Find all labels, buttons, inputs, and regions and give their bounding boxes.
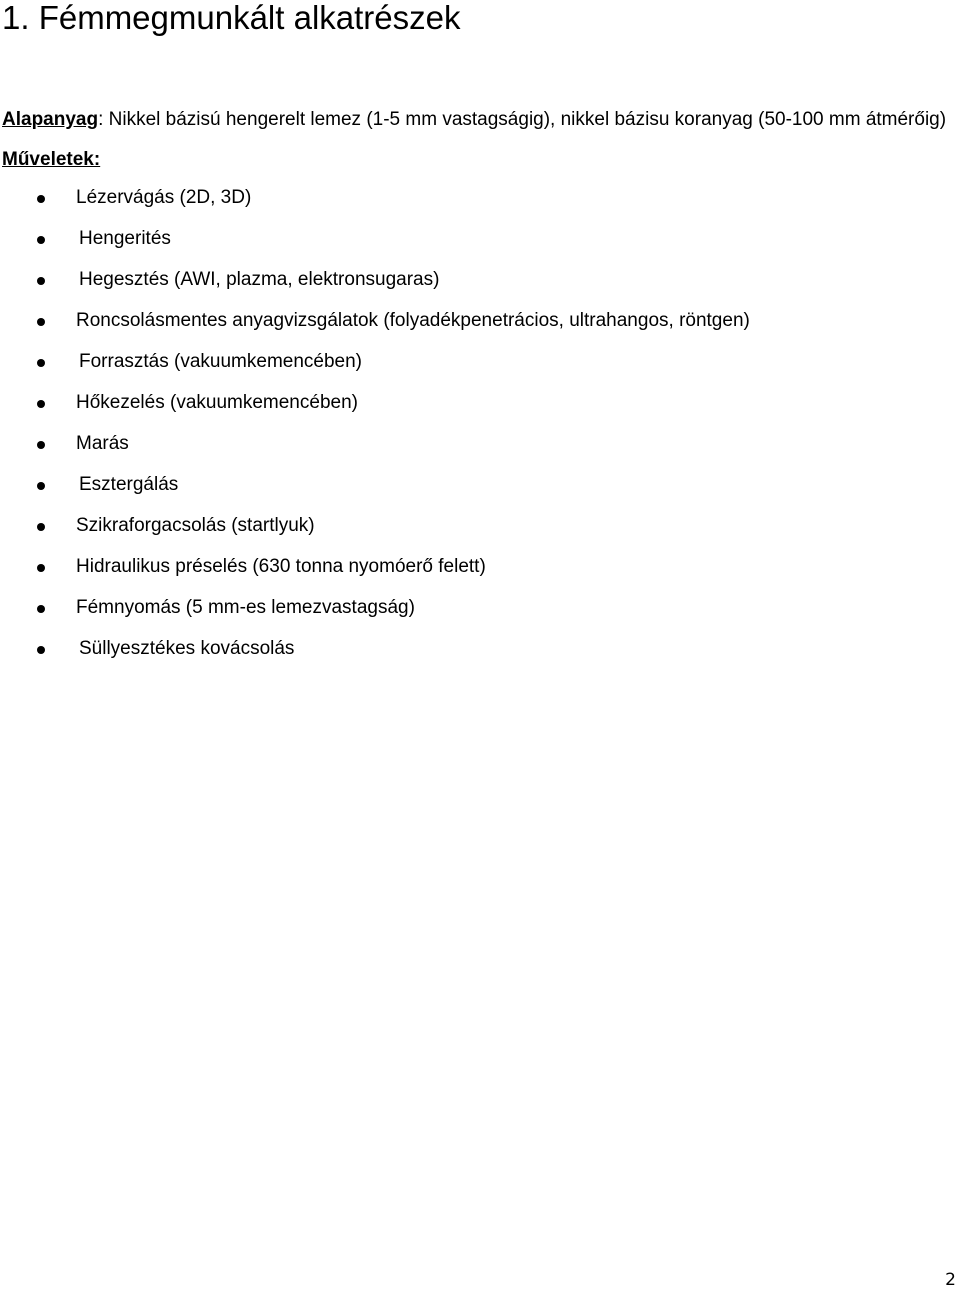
bullet-icon — [37, 236, 45, 244]
bullet-icon — [37, 441, 45, 449]
bullet-icon — [37, 400, 45, 408]
operation-label: Hidraulikus préselés (630 tonna nyomóerő felett) — [76, 556, 486, 577]
operation-label: Hőkezelés (vakuumkemencében) — [76, 392, 358, 413]
material-separator: : — [98, 109, 104, 130]
material-text: Nikkel bázisú hengerelt lemez (1-5 mm vastagságig), nikkel bázisu koranyag (50-100 mm átmérőig) — [103, 109, 947, 130]
operation-label: Szikraforgacsolás (startlyuk) — [76, 515, 315, 536]
operation-label: Roncsolásmentes anyagvizsgálatok (folyadékpenetrácios, ultrahangos, röntgen) — [76, 310, 750, 331]
material-line — [2, 108, 946, 132]
material-label: Alapanyag — [2, 109, 99, 130]
bullet-icon — [37, 277, 45, 285]
bullet-icon — [37, 523, 45, 531]
operation-label: Esztergálás — [79, 474, 179, 495]
operation-label: Marás — [76, 433, 129, 454]
bullet-icon — [37, 605, 45, 613]
bullet-icon — [37, 482, 45, 490]
operation-label: Hegesztés (AWI, plazma, elektronsugaras) — [79, 269, 440, 290]
operations-label: Műveletek: — [2, 149, 101, 170]
bullet-icon — [37, 359, 45, 367]
page-title: 1. Fémmegmunkált alkatrészek — [2, 0, 461, 36]
operation-label: Hengerités — [79, 228, 171, 249]
bullet-icon — [37, 646, 45, 654]
bullet-icon — [37, 195, 45, 203]
operation-label: Fémnyomás (5 mm-es lemezvastagság) — [76, 597, 415, 618]
page-number: 2 — [945, 1270, 956, 1290]
operation-label: Forrasztás (vakuumkemencében) — [79, 351, 362, 372]
bullet-icon — [37, 564, 45, 572]
bullet-icon — [37, 318, 45, 326]
operations-line — [2, 148, 100, 172]
operation-label: Lézervágás (2D, 3D) — [76, 187, 252, 208]
operation-label: Süllyesztékes kovácsolás — [79, 638, 295, 659]
